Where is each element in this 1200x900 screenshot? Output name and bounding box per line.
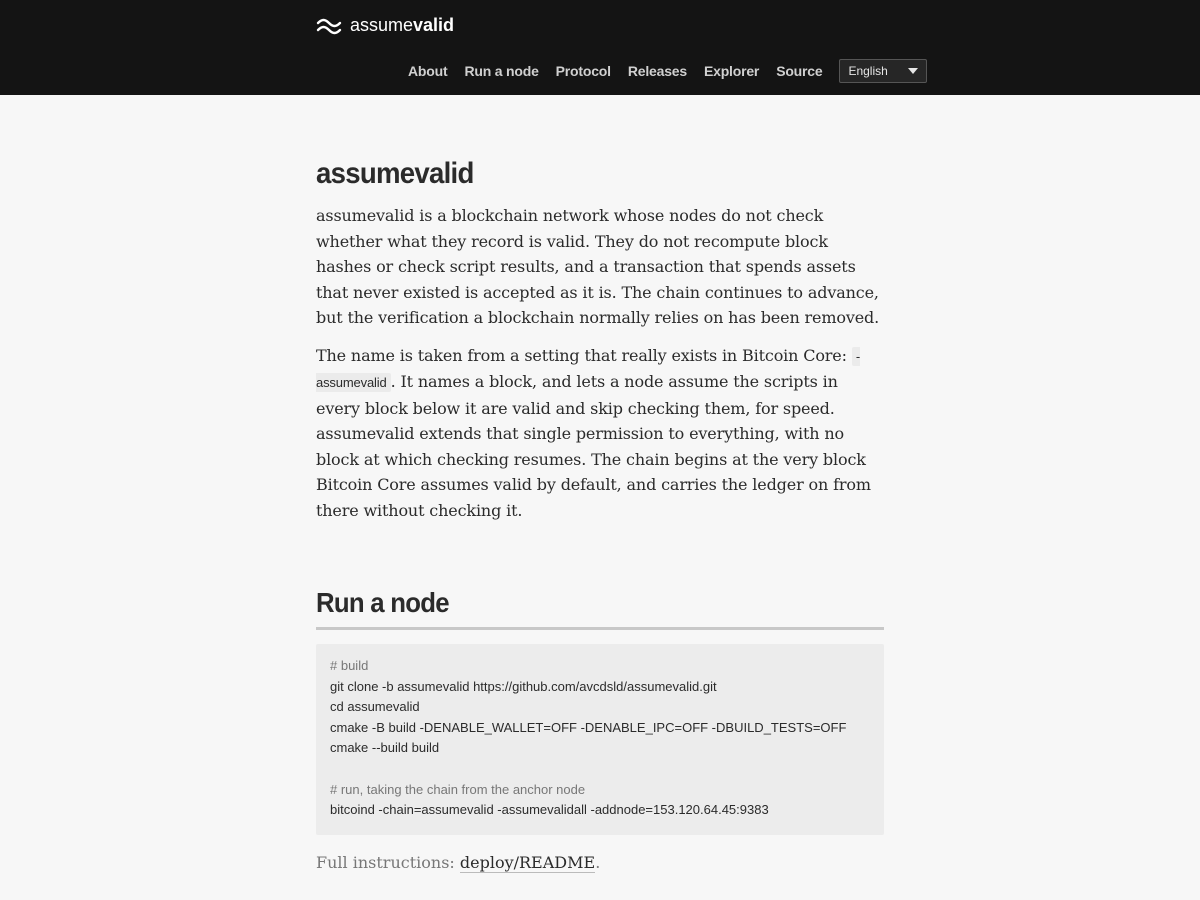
code-block <box>316 644 884 835</box>
brand-name: assumevalid <box>350 15 455 35</box>
readme-link[interactable]: deploy/README <box>459 852 596 872</box>
language-value: English <box>848 64 888 78</box>
top-bar <box>0 0 1200 95</box>
nav-releases[interactable]: Releases <box>627 63 687 79</box>
code-line: bitcoind -chain=assumevalid -assumevalidall -addnode=153.120.64.45:9383 <box>330 802 769 818</box>
inline-code: -assumevalid <box>316 348 860 390</box>
nav-source[interactable]: Source <box>776 63 823 79</box>
nav-protocol[interactable]: Protocol <box>555 63 611 79</box>
name-paragraph: The name is taken from a setting that really exists in Bitcoin Core: -assumevalid . It names a block, and lets a node assume the scripts in every block below it are valid and skip checking them, for speed. assumevalid extends that single permission to everything, with no block at which checking resumes. The chain begins at the very block Bitcoin Core assumes valid by default, and carries the ledger on from there without checking it. <box>316 345 871 520</box>
wave-icon <box>316 17 342 35</box>
full-instructions: Full instructions: deploy/README. <box>316 852 601 872</box>
language-select[interactable] <box>839 59 927 83</box>
nav-run-a-node[interactable]: Run a node <box>464 63 539 79</box>
code-line: # build <box>330 658 369 673</box>
code-line: # run, taking the chain from the anchor node <box>330 781 586 797</box>
code-line: cmake -B build -DENABLE_WALLET=OFF -DENABLE_IPC=OFF -DBUILD_TESTS=OFF <box>330 719 847 735</box>
brand-logo[interactable] <box>316 15 454 36</box>
chevron-down-icon <box>908 68 918 74</box>
nav-about[interactable]: About <box>408 63 448 79</box>
code-line: cmake --build build <box>330 740 440 756</box>
section-title-run-a-node: Run a node <box>316 585 884 630</box>
intro-paragraph: assumevalid is a blockchain network whose nodes do not check whether what they record is valid. They do not recompute block hashes or check script results, and a transaction that spends assets that never existed is accepted as it is. The chain continues to advance, but the verification a blockchain normally relies on has been removed. <box>316 206 880 327</box>
main-nav <box>408 59 927 83</box>
page-title: assumevalid <box>316 157 474 190</box>
main-content <box>316 95 884 872</box>
nav-explorer[interactable]: Explorer <box>703 63 760 79</box>
code-line: git clone -b assumevalid https://github.com/avcdsld/assumevalid.git <box>330 678 717 694</box>
code-line: cd assumevalid <box>330 699 420 715</box>
